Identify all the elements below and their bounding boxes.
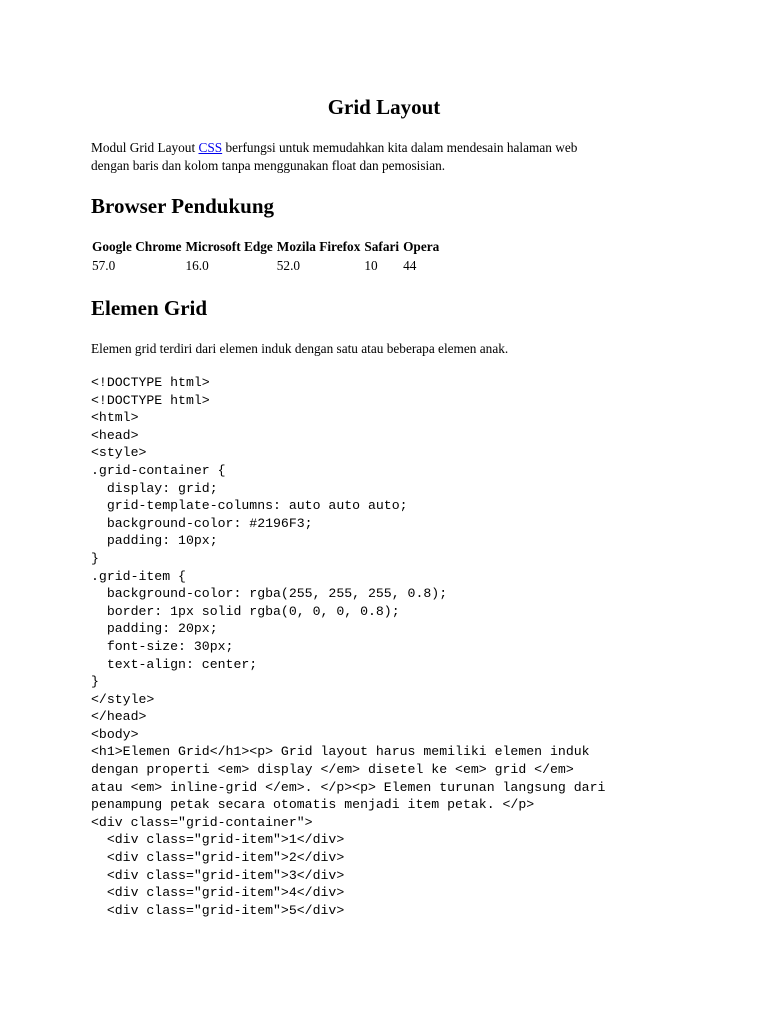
code-line: border: 1px solid rgba(0, 0, 0, 0.8); (91, 603, 400, 619)
code-line: padding: 10px; (91, 533, 218, 549)
code-line: font-size: 30px; (91, 638, 234, 654)
intro-text-before-link: Modul Grid Layout (91, 140, 199, 155)
code-block (91, 374, 605, 919)
code-line: .grid-item { (91, 568, 186, 584)
code-line: } (91, 674, 99, 690)
elemen-grid-heading: Elemen Grid (91, 296, 208, 320)
code-line: <body> (91, 726, 139, 742)
code-line: <head> (91, 427, 139, 443)
code-line: <div class="grid-container"> (91, 814, 313, 830)
table-cell: 16.0 (185, 258, 209, 273)
table-cell: 57.0 (92, 258, 116, 273)
table-cell: 52.0 (276, 258, 301, 273)
code-line: <!DOCTYPE html> (91, 392, 210, 408)
css-link[interactable]: CSS (198, 140, 223, 155)
table-header-cell: Safari (364, 239, 400, 254)
code-line: padding: 20px; (91, 621, 218, 637)
code-line: grid-template-columns: auto auto auto; (91, 498, 408, 514)
code-line: <style> (91, 445, 147, 461)
code-line: <div class="grid-item">1</div> (91, 832, 345, 848)
code-line: <div class="grid-item">5</div> (91, 902, 345, 918)
code-line: text-align: center; (91, 656, 258, 672)
code-line: <!DOCTYPE html> (91, 375, 210, 390)
code-line: <h1>Elemen Grid</h1><p> Grid layout harus memiliki elemen induk (91, 744, 590, 760)
code-line: penampung petak secara otomatis menjadi item petak. </p> (91, 797, 535, 813)
table-header-cell: Microsoft Edge (185, 239, 273, 254)
elemen-grid-description: Elemen grid terdiri dari elemen induk dengan satu atau beberapa elemen anak. (91, 341, 509, 356)
intro-paragraph (91, 139, 691, 174)
code-line: <div class="grid-item">4</div> (91, 885, 345, 901)
table-header-cell: Google Chrome (92, 239, 182, 254)
code-line: } (91, 550, 99, 566)
browser-support-table (89, 236, 442, 276)
code-line: <div class="grid-item">3</div> (91, 867, 345, 883)
browser-support-heading: Browser Pendukung (91, 194, 275, 218)
code-line: </style> (91, 691, 155, 707)
table-row (91, 257, 440, 274)
intro-text-after-link: berfungsi untuk memudahkan kita dalam mendesain halaman web (222, 140, 578, 155)
table-cell: 10 (364, 258, 378, 273)
code-line: <div class="grid-item">2</div> (91, 850, 345, 866)
table-header-row (91, 238, 440, 255)
code-line: display: grid; (91, 480, 218, 496)
code-line: </head> (91, 709, 147, 725)
code-line: background-color: rgba(255, 255, 255, 0.8); (91, 586, 448, 602)
code-line: <html> (91, 410, 139, 426)
table-header-cell: Mozila Firefox (276, 239, 361, 254)
table-cell: 44 (403, 258, 417, 273)
code-line: background-color: #2196F3; (91, 515, 313, 531)
code-line: dengan properti <em> display </em> disetel ke <em> grid </em> (91, 762, 574, 778)
intro-text-line2: dengan baris dan kolom tanpa menggunakan float dan pemosisian. (91, 157, 446, 173)
code-line: atau <em> inline-grid </em>. </p><p> Elemen turunan langsung dari (91, 779, 606, 795)
table-header-cell: Opera (403, 239, 440, 254)
code-line: .grid-container { (91, 462, 226, 478)
page-title: Grid Layout (327, 95, 441, 119)
